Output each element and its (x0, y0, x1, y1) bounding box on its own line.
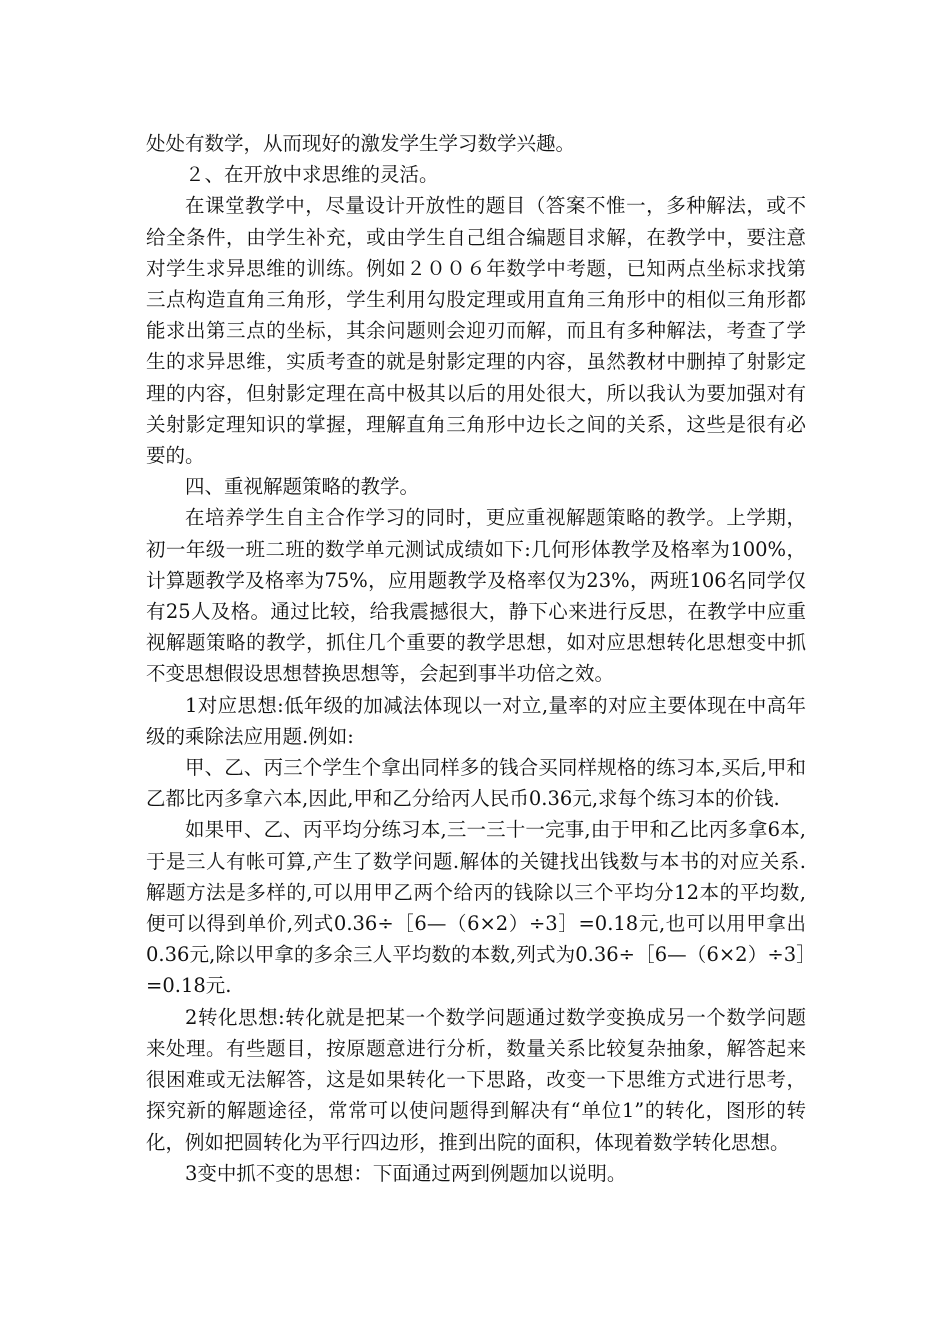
document-body (146, 128, 806, 1189)
paragraph-10: 3变中抓不变的思想：下面通过两到例题加以说明。 (185, 1161, 627, 1185)
section-heading-4: 四、重视解题策略的教学。 (185, 475, 420, 499)
paragraph-2-heading: ２、在开放中求思维的灵活。 (185, 163, 439, 187)
paragraph-8: 如果甲、乙、丙平均分练习本,三一三十一完事,由于甲和乙比丙多拿6本,于是三人有帐可算,产生了数学问题.解体的关键找出钱数与本书的对应关系.解题方法是多样的,可以用甲乙两个给丙的钱除以三个平均分12本的平均数,便可以得到单价,列式0.36÷［6—（6×2）÷3］=0.18元,也可以用甲拿出0.36元,除以甲拿的多余三人平均数的本数,列式为0.36÷［6—（6×2）÷3］=0.18元. (146, 818, 806, 998)
paragraph-1: 处处有数学，从而现好的激发学生学习数学兴趣。 (146, 132, 576, 155)
paragraph-6: 1对应思想:低年级的加减法体现以一对立,量率的对应主要体现在中高年级的乘除法应用题.例如: (146, 693, 806, 748)
paragraph-5: 在培养学生自主合作学习的同时，更应重视解题策略的教学。上学期，初一年级一班二班的数学单元测试成绩如下:几何形体教学及格率为100%，计算题教学及格率为75%，应用题教学及格率仅为23%，两班106名同学仅有25人及格。通过比较，给我震撼很大，静下心来进行反思，在教学中应重视解题策略的教学，抓住几个重要的教学思想，如对应思想转化思想变中抓不变思想假设思想替换思想等，会起到事半功倍之效。 (146, 506, 806, 686)
paragraph-7: 甲、乙、丙三个学生个拿出同样多的钱合买同样规格的练习本,买后,甲和乙都比丙多拿六本,因此,甲和乙分给丙人民币0.36元,求每个练习本的价钱. (146, 756, 806, 811)
paragraph-9: 2转化思想:转化就是把某一个数学问题通过数学变换成另一个数学问题来处理。有些题目，按原题意进行分析，数量关系比较复杂抽象，解答起来很困难或无法解答，这是如果转化一下思路，改变一下思维方式进行思考，探究新的解题途径，常常可以使问题得到解决有“单位1”的转化，图形的转化，例如把圆转化为平行四边形，推到出院的面积，体现着数学转化思想。 (146, 1005, 806, 1154)
paragraph-3: 在课堂教学中，尽量设计开放性的题目（答案不惟一，多种解法，或不给全条件，由学生补充，或由学生自己组合编题目求解，在教学中，要注意对学生求异思维的训练。例如２００６年数学中考题，已知两点坐标求找第三点构造直角三角形，学生利用勾股定理或用直角三角形中的相似三角形都能求出第三点的坐标，其余问题则会迎刃而解，而且有多种解法，考查了学生的求异思维，实质考查的就是射影定理的内容，虽然教材中删掉了射影定理的内容，但射影定理在高中极其以后的用处很大，所以我认为要加强对有关射影定理知识的掌握，理解直角三角形中边长之间的关系，这些是很有必要的。 (146, 194, 806, 468)
